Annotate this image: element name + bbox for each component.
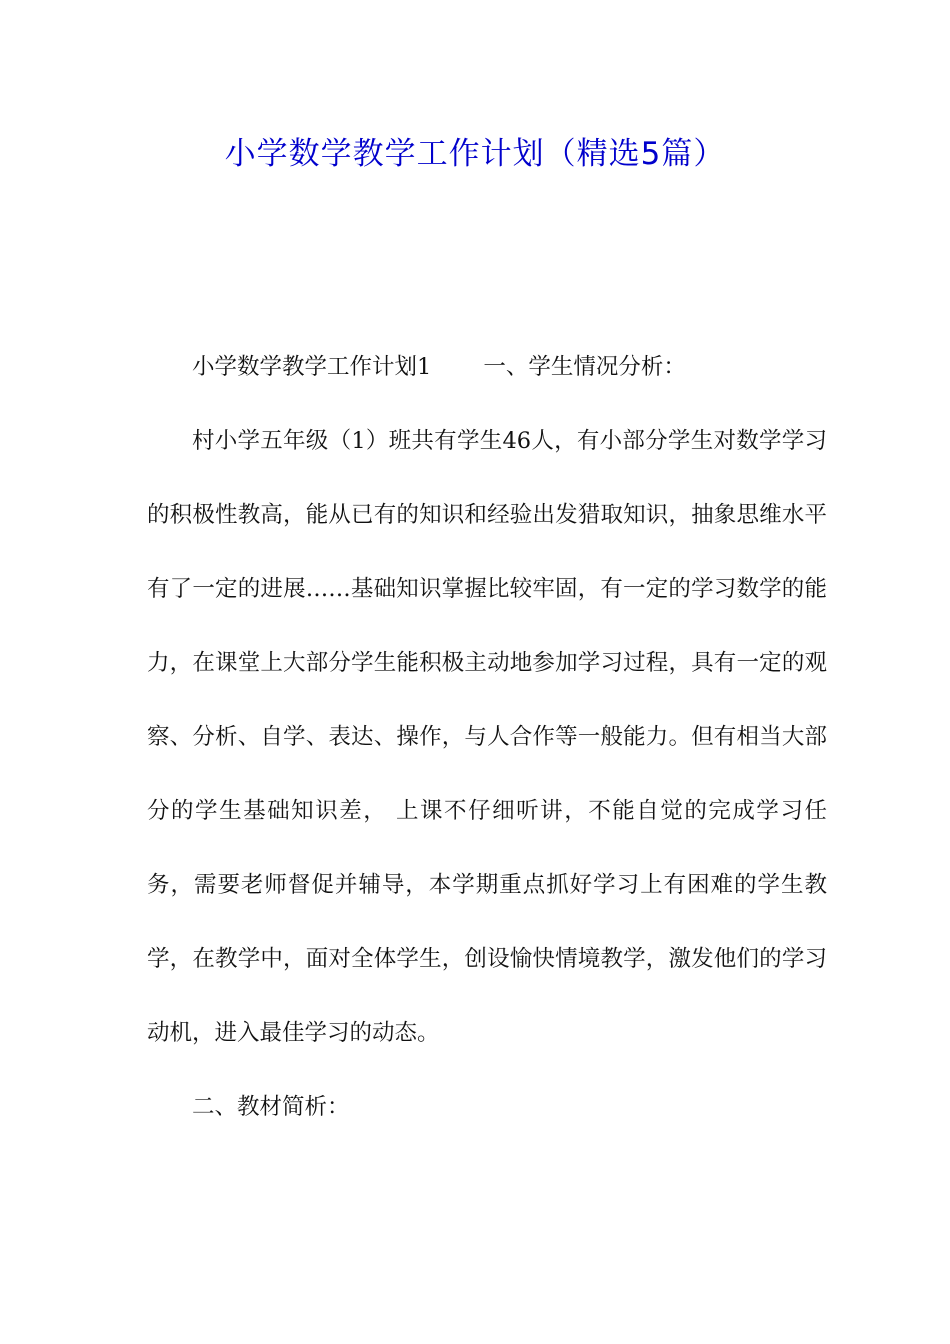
section-two-heading: 二、教材简析： [192, 1094, 350, 1120]
paragraph-student-analysis: 村小学五年级（1）班共有学生46人，有小部分学生对数学学习的积极性教高，能从已有的知识和经验出发猎取知识，抽象思维水平有了一定的进展……基础知识掌握比较牢固，有一定的学习数学的能力，在课堂上大部分学生能积极主动地参加学习过程，具有一定的观察、分析、自学、表达、操作，与人合作等一般能力。但有相当大部分的学生基础知识差， 上课不仔细听讲，不能自觉的完成学习任务，需要老师督促并辅导，本学期重点抓好学习上有困难的学生教学，在教学中，面对全体学生，创设愉快情境教学，激发他们的学习动机，进入最佳学习的动态。 [147, 428, 827, 1046]
section-one-heading: 一、学生情况分析： [483, 354, 686, 380]
heading-line [147, 330, 827, 404]
document-body [147, 330, 827, 1144]
document-title: 小学数学教学工作计划（精选5篇） [224, 136, 726, 172]
plan-label: 小学数学教学工作计划1 [192, 354, 432, 380]
